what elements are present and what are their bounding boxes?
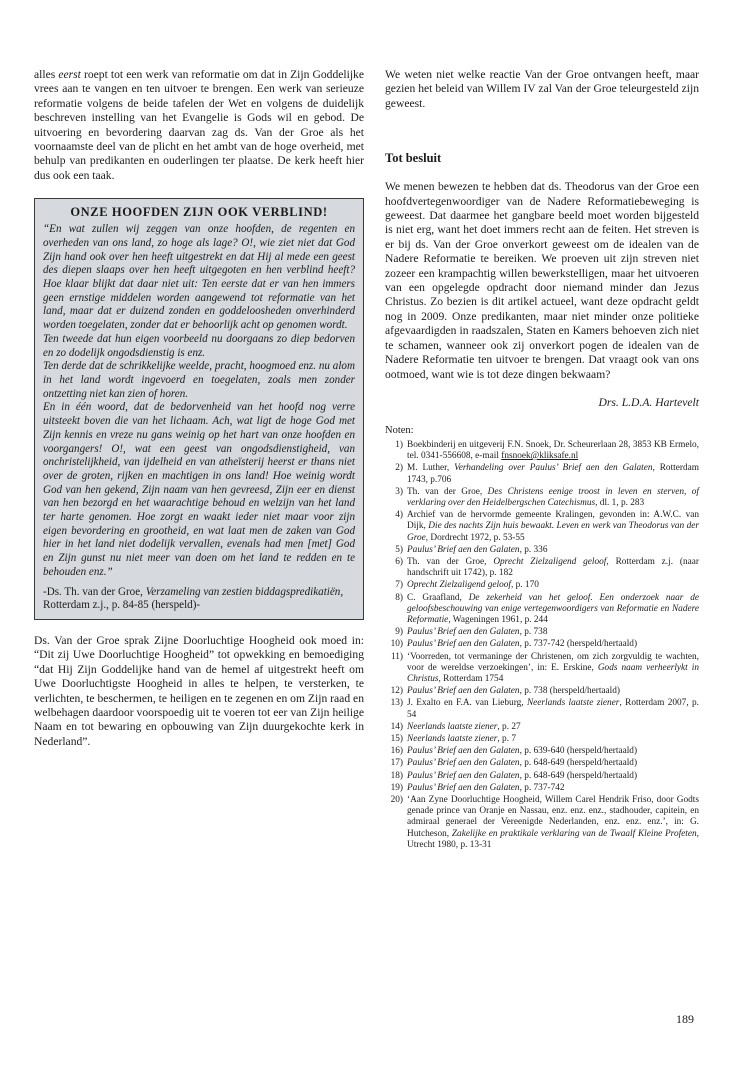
note-number: 12) <box>390 686 403 697</box>
note-number: 19) <box>390 782 403 793</box>
author-signature: Drs. L.D.A. Hartevelt <box>598 395 699 409</box>
note-number: 4) <box>395 510 403 521</box>
note-text: Paulus’ Brief aen den Galaten, p. 648-649 (herspeld/hertaald) <box>407 770 638 781</box>
note-item <box>385 783 699 794</box>
note-item <box>385 440 699 462</box>
quote-box-title: ONZE HOOFDEN ZIJN OOK VERBLIND! <box>70 205 328 220</box>
left-column <box>34 68 364 749</box>
note-number: 8) <box>395 592 403 603</box>
note-item <box>385 746 699 757</box>
page-number: 189 <box>676 1012 694 1026</box>
note-item <box>385 722 699 733</box>
closing-paragraph: Ds. Van der Groe sprak Zijne Doorluchtige Hoogheid ook moed in: “Dit zij Uwe Doorluchtige Hoogheid” tot opwekking en bemoediging “dat Hij Zijn Goddelijke hand van de hemel af uitgestrekt heeft om Uwe Doorluchtigste Hoogheid in alles te helpen, te versterken, te verlichten, te beschermen, te heiligen en te zegenen en om Zijn raad en welbehagen daardoor voorspoedig uit te voeren tot eer van Zijn heilige Naam en tot bewaring en opbouwing van Zijn duurgekochte kerk in Nederland”. <box>34 633 364 748</box>
note-number: 13) <box>390 698 403 709</box>
section-heading: Tot besluit <box>385 151 442 166</box>
note-text: J. Exalto en F.A. van Lieburg, Neerlands laatste ziener, Rotterdam 2007, p. 54 <box>407 698 699 720</box>
note-text: Neerlands laatste ziener, p. 27 <box>407 721 521 732</box>
note-item <box>385 795 699 851</box>
note-text: Archief van de hervormde gemeente Kralingen, gevonden in: A.W.C. van Dijk, Die des nachts Zijn huis bewaakt. Leven en werk van Theodorus van der Groe, Dordrecht 1972, p. 53-55 <box>407 510 700 543</box>
note-item <box>385 698 699 720</box>
note-number: 11) <box>390 651 403 662</box>
note-text: C. Graafland, De zekerheid van het geloof. Een onderzoek naar de geloofsbeschouwing van enige vertegenwoordigers van Reformatie en Nadere Reformatie, Wageningen 1961, p. 244 <box>407 592 699 625</box>
note-text: Paulus’ Brief aen den Galaten, p. 738 (herspeld/hertaald) <box>407 686 621 697</box>
note-item <box>385 639 699 650</box>
right-column <box>385 68 699 852</box>
note-item <box>385 580 699 591</box>
note-number: 17) <box>390 758 403 769</box>
note-item <box>385 758 699 769</box>
note-number: 15) <box>390 733 403 744</box>
note-item <box>385 686 699 697</box>
quote-paragraph: “En wat zullen wij zeggen van onze hoofden, de regenten en overheden van ons land, zo hoge als lage? O!, wie ziet niet dat God Zijn hand ook over hen heeft uitgestrekt en dat Hij al mede een geest des diepen slaaps over hen heeft uitgegoten en hen verblind heeft? Hoe klaar blijkt dat daar niet uit: Ten eerste dat er van hen immers geen ernstige middelen worden aangewend tot reformatie van het land, maar dat er duizend zonden en goddeloosheden onverhinderd worden toegelaten, zonder dat er behoorlijk acht op genomen wordt. <box>43 223 355 332</box>
note-item <box>385 463 699 485</box>
note-number: 3) <box>395 486 403 497</box>
note-text: M. Luther, Verhandeling over Paulus’ Brief aen den Galaten, Rotterdam 1743, p.706 <box>407 463 699 485</box>
note-number: 9) <box>395 627 403 638</box>
note-item <box>385 734 699 745</box>
note-number: 14) <box>390 721 403 732</box>
note-text: Neerlands laatste ziener, p. 7 <box>407 733 516 744</box>
notes-list <box>385 440 699 851</box>
quote-source-suffix: , Rotterdam z.j., p. 84-85 (herspeld)- <box>43 585 344 612</box>
note-item <box>385 627 699 638</box>
note-text: Th. van der Groe, Des Christens eenige troost in leven en sterven, of verklaring over den Heidelbergschen Catechismus, dl. 1, p. 283 <box>407 486 700 508</box>
note-item <box>385 487 699 509</box>
note-number: 5) <box>395 544 403 555</box>
note-text: Paulus’ Brief aen den Galaten, p. 737-742 <box>407 782 565 793</box>
conclusion-paragraph: We menen bewezen te hebben dat ds. Theodorus van der Groe een hoofdvertegenwoordiger van de Nadere Reformatiebeweging is geweest. Dat daarmee het gangbare beeld moet worden bijgesteld is niet erg, want het doet immers recht aan de feiten. Het streven is er bij ds. Van der Groe onverkort geweest om de idealen van de Nadere Reformatie te bereiken. We proeven uit zijn streven niet zozeer een krampachtig willen bewerkstelligen, maar het uitvoeren van een opgelegde opdracht door niemand minder dan Jezus Christus. Zo bezien is dit artikel actueel, want deze opdracht geldt nog in 2009. Onze predikanten, maar niet minder onze politieke afgevaardigden in raadszalen, Staten en Kamers behoeven zich niet te schamen, wanneer ook zij onverkort pogen de idealen van de Nadere Reformatie ten uitvoer te brengen. Dat vraagt ook van ons ootmoed, want wie is tot deze dingen bekwaam? <box>385 180 699 381</box>
note-number: 20) <box>390 795 403 805</box>
quote-paragraph: Ten tweede dat hun eigen voorbeeld nu doorgaans zo diep bedorven en zo dodelijk ongodsdienstig is enz. <box>43 332 355 359</box>
note-item <box>385 557 699 579</box>
note-number: 6) <box>395 556 403 567</box>
note-number: 7) <box>395 580 403 591</box>
quote-source-title: Verzameling van zestien biddagspredikatiën <box>145 585 341 598</box>
note-number: 16) <box>390 746 403 757</box>
note-item <box>385 593 699 627</box>
notes-heading: Noten: <box>385 424 414 436</box>
note-number: 2) <box>395 463 403 474</box>
note-text: Paulus’ Brief aen den Galaten, p. 639-640 (herspeld/hertaald) <box>407 746 638 757</box>
note-item <box>385 545 699 556</box>
note-number: 1) <box>395 439 403 450</box>
note-number: 18) <box>390 770 403 781</box>
note-text: ‘Aan Zyne Doorluchtige Hoogheid, Willem Carel Hendrik Friso, door Godts genade prince van Oranje en Nassau, enz. enz. enz., stadhouder, capitein, en admiraal generael der Vereenigde Nederlanden, enz. enz. enz.’, in: G. Hutcheson, Zakelijke en praktikale verklaring van de Twaalf Kleine Profeten, Utrecht 1980, p. 13-31 <box>407 795 699 850</box>
quote-source <box>43 586 355 613</box>
note-text: Paulus’ Brief aen den Galaten, p. 648-649 (herspeld/hertaald) <box>407 758 638 769</box>
note-item <box>385 771 699 782</box>
note-text: Paulus’ Brief aen den Galaten, p. 737-742 (herspeld/hertaald) <box>407 639 638 650</box>
quote-paragraph: En in één woord, dat de bedorvenheid van het hoofd nog verre uitsteekt boven die van het lichaam. Ach, wat ligt de hoge God met Zijn kennis en vreze nu gans weinig op het hart van onze hoofden en voorgangers! O!, wat een geest van ongodsdienstigheid, van onchristelijkheid, van ijdelheid en van atheïsterij heerst er thans niet over de groten, rijken en machtigen in ons land! Hoe weinig wordt God van hen gekend, Zijn naam van hen gevreesd, Zijn eer en dienst van hen bezorgd en het waarachtige behoud en welzijn van het land ter harte genomen. Hoe zorgt en waakt ieder niet maar voor zijn eigen bevordering en grootheid, en wat laat men de zaken van God hier in het land niet dodelijk vervallen, evenals had men [met] God en Zijn gunst nu niet meer van doen om het land te redden en te behouden enz.” <box>43 401 355 578</box>
intro-paragraph: alles eerst roept tot een werk van reformatie om dat in Zijn Goddelijke vrees aan te vangen en ten uitvoer te brengen. Een werk van serieuze reformatie volgens de beide tafelen der Wet en volgens de duidelijk beschreven instelling van het Evangelie is Gods wil en gebod. De uitvoering en bevordering daarvan zag ds. Van der Groe als het voornaamste deel van de plicht en het ambt van de hoge overheid, met behulp van predikanten en ouderlingen ter plaatse. De kerk heeft hier dus ook een taak. <box>34 68 364 182</box>
note-item <box>385 652 699 686</box>
note-text: Oprecht Zielzaligend geloof, p. 170 <box>407 580 539 591</box>
note-text: Th. van der Groe, Oprecht Zielzaligend geloof, Rotterdam z.j. (naar handschrift uit 1742), p. 182 <box>407 556 699 579</box>
note-text: ‘Voorreden, tot vermaninge der Christenen, om zich zorgvuldig te wachten, voor de wereldse verzoekingen’, in: E. Erskine, Gods naam verheerlykt in Christus, Rotterdam 1754 <box>407 651 699 684</box>
quote-box <box>34 198 364 620</box>
note-text: Paulus’ Brief aen den Galaten, p. 336 <box>407 544 548 555</box>
quote-source-prefix: -Ds. Th. van der Groe, <box>43 585 146 598</box>
quote-paragraph: Ten derde dat de schrikkelijke weelde, pracht, hoogmoed enz. nu alom in het land wordt ingevoerd en toegelaten, zoals men zonder ontzetting niet kan zien of horen. <box>43 360 355 400</box>
note-item <box>385 510 699 544</box>
note-text: Paulus’ Brief aen den Galaten, p. 738 <box>407 627 548 638</box>
reaction-paragraph: We weten niet welke reactie Van der Groe ontvangen heeft, maar gezien het beleid van Willem IV zal Van der Groe teleurgesteld zijn geweest. <box>385 68 699 110</box>
note-number: 10) <box>390 639 403 650</box>
note-text: Boekbinderij en uitgeverij F.N. Snoek, Dr. Scheurerlaan 28, 3853 KB Ermelo, tel. 0341-556608, e-mail fnsnoek@kliksafe.nl <box>407 439 699 462</box>
